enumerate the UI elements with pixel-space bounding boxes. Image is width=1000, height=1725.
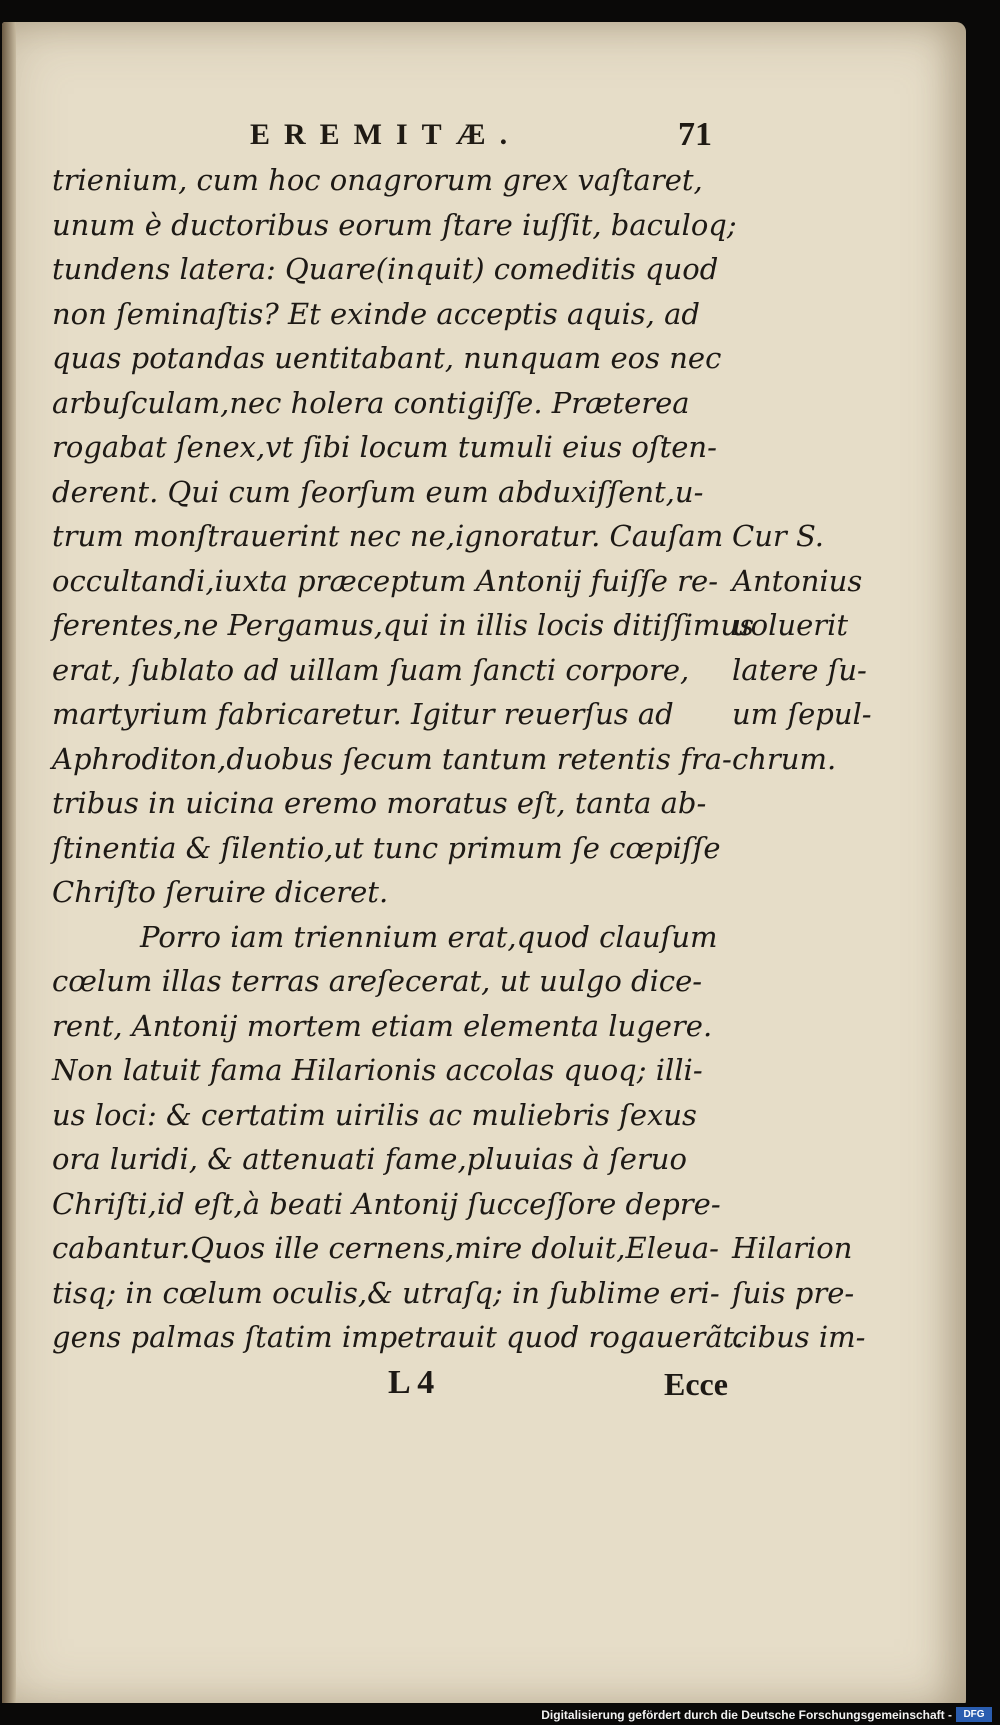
margin-note-line: cibus im-: [732, 1320, 866, 1354]
margin-note-line: chrum.: [732, 741, 837, 776]
page-gutter-edge: [2, 22, 16, 1710]
margin-note-hilarion: [732, 1226, 865, 1360]
margin-note-line: Hilarion: [732, 1231, 853, 1265]
text-line: martyrium fabricaretur. Igitur reuerſus ad: [52, 697, 674, 731]
funding-credit: Digitalisierung gefördert durch die Deutsche Forschungsgemeinschaft -: [541, 1708, 952, 1722]
text-line: trienium, cum hoc onagrorum grex vaſtaret,: [52, 163, 703, 197]
text-line: erat, ſublato ad uillam ſuam ſancti corpore,: [52, 652, 690, 687]
body-text: [52, 158, 754, 1360]
text-line: tundens latera: Quare(inquit) comeditis quod: [52, 252, 719, 286]
text-line: rogabat ſenex,vt ſibi locum tumuli eius oſten-: [52, 430, 717, 464]
text-line: cœlum illas terras areſecerat, ut uulgo dice-: [52, 964, 703, 998]
text-line: quas potandas uentitabant, nunquam eos nec: [52, 341, 722, 375]
text-line: Non latuit fama Hilarionis accolas quoq; illi-: [52, 1053, 703, 1087]
text-line: unum è ductoribus eorum ſtare iuſſit, baculoq;: [52, 207, 737, 242]
footer-bar: [0, 1703, 1000, 1725]
text-line: occultandi,iuxta præceptum Antonij fuiſſe re-: [52, 563, 718, 598]
text-line: rent, Antonij mortem etiam elementa lugere.: [52, 1008, 713, 1043]
text-line: derent. Qui cum ſeorſum eum abduxiſſent,u-: [52, 474, 704, 509]
text-line: cabantur.Quos ille cernens,mire doluit,Eleua-: [52, 1231, 719, 1265]
text-line: Chriſto ſeruire diceret.: [52, 875, 389, 909]
text-line: tisq; in cœlum oculis,& utraſq; in ſublime eri-: [52, 1275, 720, 1310]
text-line: Chriſti,id eſt,à beati Antonij ſucceſſore depre-: [52, 1186, 721, 1221]
text-line: ſtinentia & ſilentio,ut tunc primum ſe cœpiſſe: [52, 830, 721, 865]
text-line: gens palmas ſtatim impetrauit quod rogauerãt.: [52, 1320, 744, 1354]
margin-note-line: um ſepul-: [732, 697, 872, 731]
dfg-logo: DFG: [956, 1707, 992, 1722]
margin-note-line: latere ſu-: [732, 652, 867, 687]
signature-mark: L 4: [388, 1364, 435, 1401]
text-line: us loci: & certatim uirilis ac muliebris ſexus: [52, 1097, 697, 1132]
text-line: trum monſtrauerint nec ne,ignoratur. Cauſam: [52, 519, 724, 553]
margin-note-antonius: [732, 514, 872, 781]
text-line: tribus in uicina eremo moratus eſt, tanta ab-: [52, 786, 707, 820]
running-head: EREMITÆ.: [250, 118, 522, 151]
margin-note-line: Antonius: [732, 563, 863, 598]
page-number: 71: [678, 116, 712, 153]
text-line: ferentes,ne Pergamus,qui in illis locis ditiſſimus: [52, 608, 754, 642]
margin-note-line: uoluerit: [732, 608, 849, 642]
text-line: ora luridi, & attenuati fame,pluuias à ſeruo: [52, 1142, 687, 1176]
text-line: arbuſculam,nec holera contigiſſe. Præterea: [52, 385, 690, 420]
margin-note-line: Cur S.: [732, 519, 824, 553]
catchword: Ecce: [664, 1366, 728, 1402]
text-line: non ſeminaſtis? Et exinde acceptis aquis, ad: [52, 296, 700, 331]
paragraph-start-line: Porro iam triennium erat,quod clauſum: [140, 919, 718, 954]
text-line: Aphroditon,duobus ſecum tantum retentis fra-: [52, 741, 732, 776]
margin-note-line: ſuis pre-: [732, 1275, 855, 1310]
